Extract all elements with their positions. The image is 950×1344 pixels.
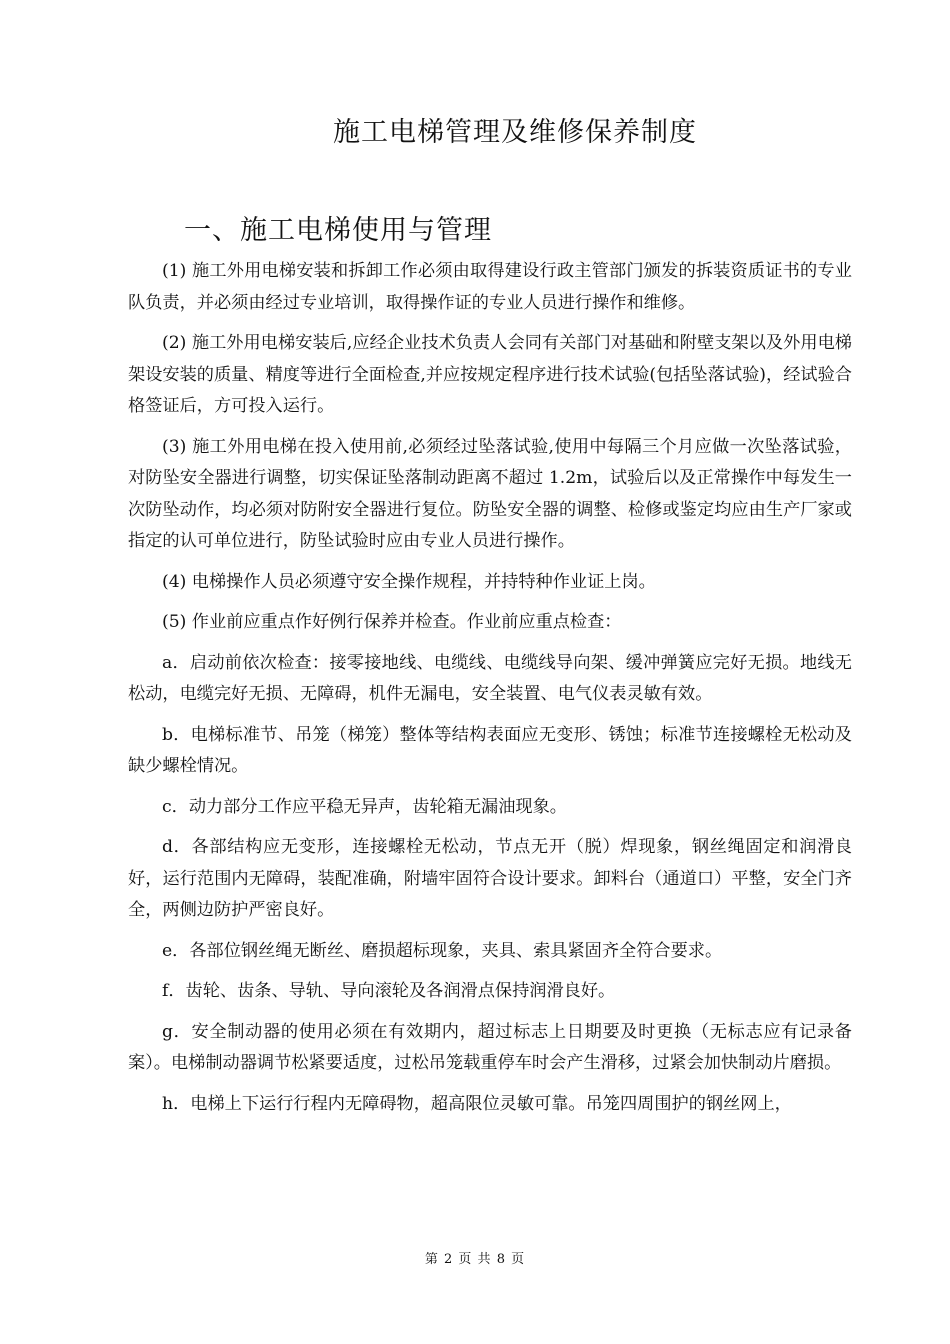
paragraph-d: d．各部结构应无变形，连接螺栓无松动，节点无开（脱）焊现象，钢丝绳固定和润滑良好，运行范围内无障碍，装配准确，附墙牢固符合设计要求。卸料台（通道口）平整，安全门齐全，两侧边防护严密良好。	[128, 837, 852, 920]
paragraph-c: c．动力部分工作应平稳无异声，齿轮箱无漏油现象。	[162, 796, 567, 817]
paragraph-a: a．启动前依次检查：接零接地线、电缆线、电缆线导向架、缓冲弹簧应完好无损。地线无松动，电缆完好无损、无障碍，机件无漏电，安全装置、电气仪表灵敏有效。	[128, 652, 852, 704]
paragraph-e: e．各部位钢丝绳无断丝、磨损超标现象，夹具、索具紧固齐全符合要求。	[162, 940, 723, 961]
paragraph-2: (2) 施工外用电梯安装后,应经企业技术负责人会同有关部门对基础和附壁支架以及外用电梯架设安装的质量、精度等进行全面检查,并应按规定程序进行技术试验(包括坠落试验)，经试验合格签证后，方可投入运行。	[128, 333, 852, 416]
paragraph-4: (4) 电梯操作人员必须遵守安全操作规程，并持特种作业证上岗。	[162, 571, 656, 592]
paragraph-h: h．电梯上下运行行程内无障碍物，超高限位灵敏可靠。吊笼四周围护的钢丝网上，	[162, 1093, 792, 1114]
paragraph-g: g．安全制动器的使用必须在有效期内，超过标志上日期要及时更换（无标志应有记录备案）。电梯制动器调节松紧要适度，过松吊笼载重停车时会产生滑移，过紧会加快制动片磨损。	[128, 1021, 852, 1073]
paragraph-5: (5) 作业前应重点作好例行保养并检查。作业前应重点检查：	[162, 612, 622, 632]
section-heading: 一、施工电梯使用与管理	[184, 215, 492, 246]
paragraph-3: (3) 施工外用电梯在投入使用前,必须经过坠落试验,使用中每隔三个月应做一次坠落试验，对防坠安全器进行调整，切实保证坠落制动距离不超过 1.2m，试验后以及正常操作中每发生一次防坠动作，均必须对防附安全器进行复位。防坠安全器的调整、检修或鉴定均应由生产厂家或指定的认可单位进行，防坠试验时应由专业人员进行操作。	[128, 436, 852, 551]
page-number-footer: 第 2 页 共 8 页	[424, 1252, 526, 1267]
document-body	[128, 256, 852, 1129]
document-title: 施工电梯管理及维修保养制度	[333, 117, 697, 148]
paragraph-1: (1) 施工外用电梯安装和拆卸工作必须由取得建设行政主管部门颁发的拆装资质证书的专业队负责，并必须由经过专业培训，取得操作证的专业人员进行操作和维修。	[128, 261, 852, 313]
paragraph-b: b．电梯标准节、吊笼（梯笼）整体等结构表面应无变形、锈蚀；标准节连接螺栓无松动及缺少螺栓情况。	[128, 724, 852, 776]
paragraph-f: f．齿轮、齿条、导轨、导向滚轮及各润滑点保持润滑良好。	[162, 981, 616, 1001]
